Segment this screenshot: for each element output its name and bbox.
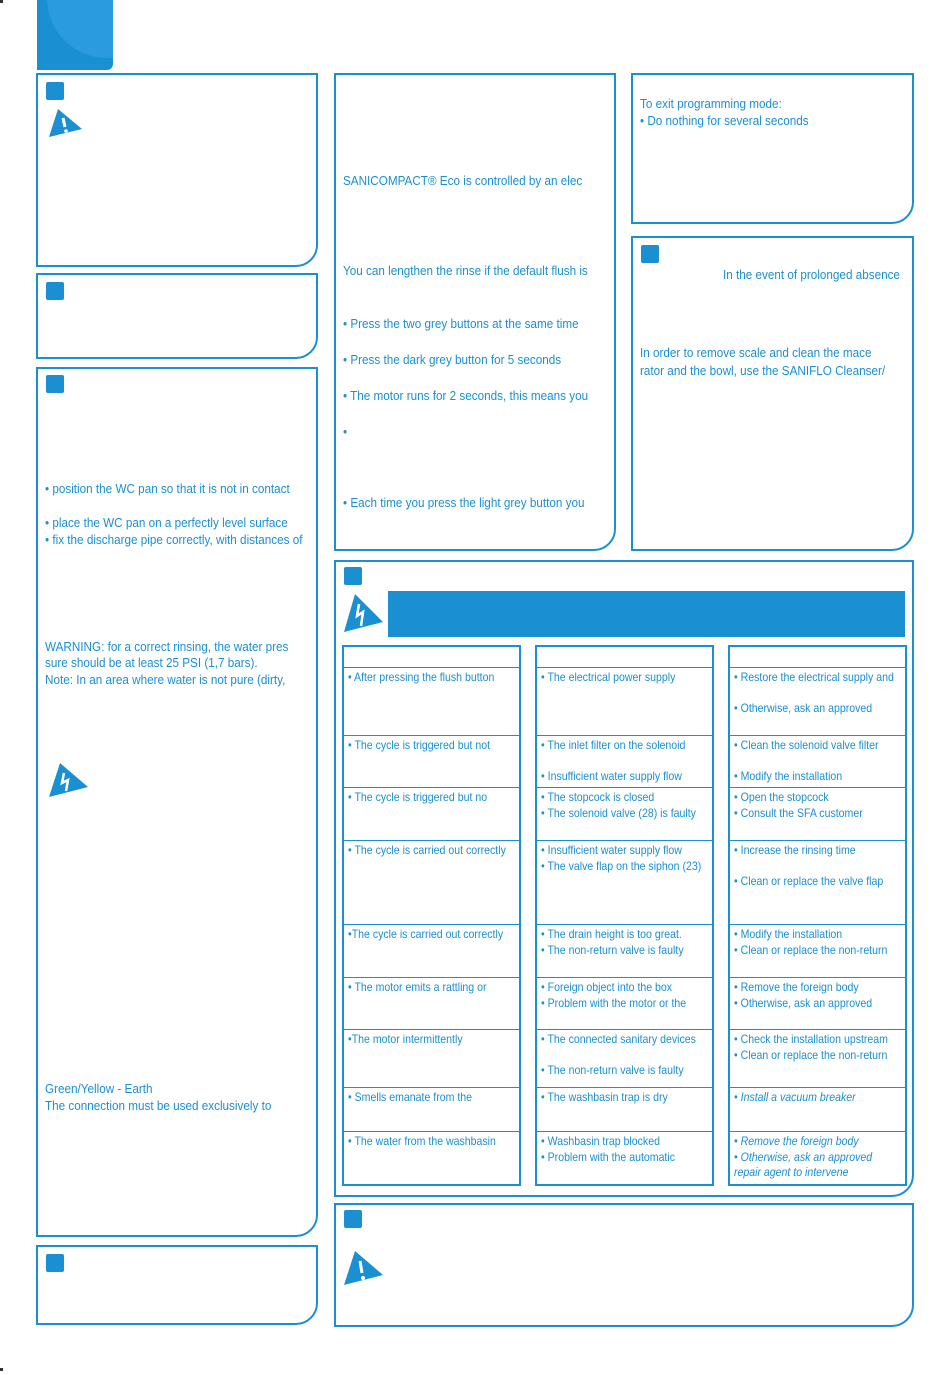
maintenance-box bbox=[631, 236, 914, 551]
cause-cell-line: • The stopcock is closed bbox=[541, 790, 655, 804]
exit-programming-box bbox=[631, 73, 914, 224]
cause-cell-line: • Foreign object into the box bbox=[541, 980, 673, 994]
remedy-cell-line: • Open the stopcock bbox=[734, 790, 829, 804]
row-separator bbox=[728, 977, 907, 978]
problem-cell-line: • The motor emits a rattling or bbox=[348, 980, 487, 994]
row-separator bbox=[728, 735, 907, 736]
cause-cell-line: • Problem with the motor or the bbox=[541, 995, 687, 1010]
row-separator bbox=[535, 735, 714, 736]
row-separator bbox=[728, 924, 907, 925]
remedy-cell-line: • Clean or replace the valve flap bbox=[734, 874, 884, 888]
problem-cell-line: • The cycle is carried out correctly bbox=[348, 843, 506, 857]
cause-cell-line: • Insufficient water supply flow bbox=[541, 843, 682, 857]
install-item-1: • position the WC pan so that it is not in contact bbox=[45, 481, 290, 496]
operation-box bbox=[334, 73, 616, 551]
section-square-icon bbox=[641, 245, 659, 263]
row-separator bbox=[535, 924, 714, 925]
chapter-tab-arc bbox=[47, 0, 113, 58]
cause-cell-line: • Insufficient water supply flow bbox=[541, 769, 682, 783]
row-separator bbox=[535, 787, 714, 788]
install-item-2: • place the WC pan on a perfectly level surface bbox=[45, 515, 288, 530]
exit-title: To exit programming mode: bbox=[640, 96, 782, 111]
remedy-cell-line: • Otherwise, ask an approved bbox=[734, 995, 873, 1010]
row-separator bbox=[535, 977, 714, 978]
info-box-2 bbox=[36, 273, 318, 359]
connection-text: The connection must be used exclusively to bbox=[45, 1098, 272, 1113]
remedy-cell-line: • Otherwise, ask an approved bbox=[734, 1149, 873, 1164]
warning-triangle-icon bbox=[46, 107, 84, 141]
remedy-cell-line: • Clean or replace the non-return bbox=[734, 1047, 888, 1062]
row-separator bbox=[342, 977, 521, 978]
cause-cell-line: • The inlet filter on the solenoid bbox=[541, 738, 686, 752]
cause-cell-line: • Washbasin trap blocked bbox=[541, 1134, 660, 1148]
installation-box bbox=[36, 367, 318, 1237]
problem-cell-line: • The cycle is triggered but no bbox=[348, 790, 488, 804]
problem-cell-line: •The motor intermittently bbox=[348, 1032, 463, 1046]
chapter-tab bbox=[37, 0, 113, 70]
row-separator bbox=[535, 1029, 714, 1030]
row-separator bbox=[342, 1131, 521, 1132]
problem-cell-line: • After pressing the flush button bbox=[348, 670, 495, 684]
row-separator bbox=[342, 735, 521, 736]
operation-step-2: • Press the dark grey button for 5 seconds bbox=[343, 352, 562, 367]
pressure-warning-2: sure should be at least 25 PSI (1,7 bars). bbox=[45, 655, 258, 670]
warranty-box bbox=[334, 1203, 914, 1327]
cause-cell-line: • The washbasin trap is dry bbox=[541, 1090, 668, 1104]
scale-text-1: In order to remove scale and clean the mace bbox=[640, 345, 872, 360]
safety-box bbox=[36, 73, 318, 267]
troubleshooting-header-banner bbox=[388, 591, 905, 637]
remedy-cell-line: • Modify the installation bbox=[734, 927, 843, 941]
remedy-cell-line: • Restore the electrical supply and bbox=[734, 670, 894, 684]
remedy-cell-line: • Consult the SFA customer bbox=[734, 805, 863, 820]
cause-cell-line: • The non-return valve is faulty bbox=[541, 942, 684, 957]
row-separator bbox=[535, 1087, 714, 1088]
problem-cell-line: • The cycle is triggered but not bbox=[348, 738, 491, 752]
problem-cell-line: •The cycle is carried out correctly bbox=[348, 927, 504, 941]
problem-cell-line: • The water from the washbasin bbox=[348, 1134, 496, 1148]
row-separator bbox=[535, 1131, 714, 1132]
cause-cell-line: • The drain height is too great. bbox=[541, 927, 682, 941]
operation-step-5: • Each time you press the light grey button you bbox=[343, 495, 585, 510]
row-separator bbox=[535, 840, 714, 841]
water-note: Note: In an area where water is not pure (dirty, bbox=[45, 672, 286, 687]
remedy-cell-line: repair agent to intervene bbox=[734, 1165, 849, 1179]
operation-text-2: You can lengthen the rinse if the default flush is bbox=[343, 263, 588, 278]
row-separator bbox=[728, 667, 907, 668]
row-separator bbox=[342, 787, 521, 788]
cause-cell-line: • The electrical power supply bbox=[541, 670, 676, 684]
remedy-cell-line: • Clean the solenoid valve filter bbox=[734, 738, 879, 752]
row-separator bbox=[728, 1087, 907, 1088]
remedy-cell-line: • Remove the foreign body bbox=[734, 980, 859, 994]
section-square-icon bbox=[46, 1254, 64, 1272]
cause-cell-line: • The valve flap on the siphon (23) bbox=[541, 858, 702, 873]
operation-step-3: • The motor runs for 2 seconds, this means you bbox=[343, 388, 589, 403]
remedy-cell-line: • Install a vacuum breaker bbox=[734, 1090, 856, 1104]
crop-mark bbox=[0, 1368, 3, 1371]
electric-hazard-icon bbox=[341, 592, 385, 636]
install-item-3: • fix the discharge pipe correctly, with distances of bbox=[45, 532, 303, 547]
operation-step-1: • Press the two grey buttons at the same time bbox=[343, 316, 579, 331]
row-separator bbox=[342, 924, 521, 925]
remedy-cell-line: • Check the installation upstream bbox=[734, 1032, 888, 1046]
remedy-cell-line: • Increase the rinsing time bbox=[734, 843, 856, 857]
pressure-warning-1: WARNING: for a correct rinsing, the water pres bbox=[45, 639, 289, 654]
row-separator bbox=[342, 1087, 521, 1088]
operation-text-1: SANICOMPACT® Eco is controlled by an elec bbox=[343, 173, 583, 188]
row-separator bbox=[342, 840, 521, 841]
exit-item: • Do nothing for several seconds bbox=[640, 113, 809, 128]
section-square-icon bbox=[46, 82, 64, 100]
section-square-icon bbox=[344, 1210, 362, 1228]
earth-label: Green/Yellow - Earth bbox=[45, 1081, 153, 1096]
info-box-4 bbox=[36, 1245, 318, 1325]
section-square-icon bbox=[46, 375, 64, 393]
row-separator bbox=[728, 787, 907, 788]
electric-hazard-icon bbox=[46, 761, 90, 801]
remedy-cell-line: • Modify the installation bbox=[734, 769, 843, 783]
problem-cell-line: • Smells emanate from the bbox=[348, 1090, 473, 1104]
row-separator bbox=[728, 1131, 907, 1132]
absence-text: In the event of prolonged absence bbox=[723, 267, 900, 282]
remedy-cell-line: • Otherwise, ask an approved bbox=[734, 701, 873, 715]
row-separator bbox=[728, 1029, 907, 1030]
cause-cell-line: • The solenoid valve (28) is faulty bbox=[541, 805, 696, 820]
cause-cell-line: • Problem with the automatic bbox=[541, 1149, 676, 1164]
row-separator bbox=[728, 840, 907, 841]
cause-cell-line: • The connected sanitary devices bbox=[541, 1032, 696, 1046]
operation-step-4: • bbox=[343, 424, 348, 439]
remedy-cell-line: • Remove the foreign body bbox=[734, 1134, 859, 1148]
row-separator bbox=[535, 667, 714, 668]
warning-triangle-icon bbox=[341, 1249, 385, 1289]
section-square-icon bbox=[344, 567, 362, 585]
section-square-icon bbox=[46, 282, 64, 300]
remedy-cell-line: • Clean or replace the non-return bbox=[734, 942, 888, 957]
crop-mark bbox=[0, 0, 3, 3]
row-separator bbox=[342, 1029, 521, 1030]
scale-text-2: rator and the bowl, use the SANIFLO Cleanser/ bbox=[640, 363, 886, 378]
cause-cell-line: • The non-return valve is faulty bbox=[541, 1063, 684, 1077]
row-separator bbox=[342, 667, 521, 668]
